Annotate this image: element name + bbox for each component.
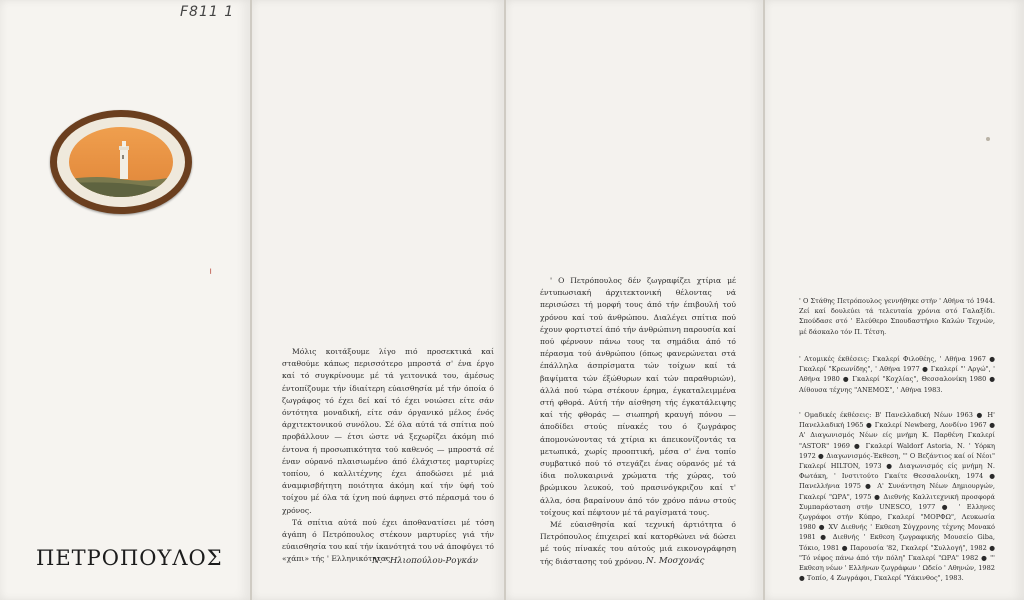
essay-iliopoulou (282, 346, 494, 566)
painting-image (69, 127, 173, 197)
cover-title: ΠΕΤΡΟΠΟΥΛΟΣ (36, 546, 223, 570)
paper-mark (986, 137, 990, 141)
group-exhibitions: ' Ομαδικές έκθέσεις: Β' Πανελλαδική Νέων 1963 ● Η' Πανελλαδική 1965 ● Γκαλερί Newberg, Λονδίνο 1967 ● Α' Διαγωνισμός Νέων είς μνήμη Κ. Παρθένη Γκαλερί "ASTOR" 1969 ● Γκαλερί Waldorf Astoria, Ν. ' Υόρκη 1972 ● Διαγωνισμός-Έκθεση, "' Ο Βεζάντιος καί οί Νέοι" Γκαλερί HILTON, 1973 ● Διαγωνισμός είς μνήμη Ν. Φωτάκη, ' Ινστιτούτο Γκαίτε Θεσσαλονίκη, 1974 ● Πανελλήνια 1975 ● Α' Συνάντηση Νέων Δημιουργών, Γκαλερί "ΩΡΑ", 1975 ● Διεθνής Καλλιτεχνική προσφορά Συμπαράσταση στήν UNESCO, 1977 ● ' Ελληνες ζωγράφοι στήν Κύπρο, Γκαλερί "ΜΟΡΦΩ", Λευκωσία 1980 ● XV Διεθνής ' Εκθεση Σύγχρονης τέχνης Μονακό 1981 ● Διεθνής ' Εκθεση ζωγραφικής Μουσείο Giba, Τόκιο, 1981 ● Παρουσία '82, Γκαλερί "Συλλογή", 1982 ● "Τό νέφος πάνω άπό τήν πόλη" Γκαλερί "ΩΡΑ" 1982 ● "' Εκθεση νέων ' Ελλήνων ζωγράφων ' Ωδείο ' Αθηνών, 1982 ● Τοπίο, 4 Ζωγράφοι, Γκαλερί "Υάκινθος", 1983. (799, 411, 995, 583)
solo-exhibitions: ' Ατομικές έκθέσεις: Γκαλερί Φιλοθέης, ' Αθήνα 1967 ● Γκαλερί "Κρεωνίδης", ' Αθήνα 1977 ● Γκαλερί "' Αργώ", ' Αθήνα 1980 ● Γκαλερί "Κοχλίας", Θεσσαλονίκη 1980 ● Αίθουσα τέχνης "ΑΝΕΜΟΣ", ' Αθήνα 1983. (799, 355, 995, 394)
signature-iliopoulou: Ν. ' Ηλιοπούλου-Ρογκάν (372, 556, 478, 566)
lighthouse-painting-icon (69, 127, 173, 197)
signature-moschonas: Ν. Μοσχονάς (646, 556, 705, 566)
text-panel-3 (506, 0, 763, 600)
artist-bio: ' Ο Στάθης Πετρόπουλος γεννήθηκε στήν ' Αθήνα τό 1944. Ζεί καί δουλεύει τά τελευταία χρόνια στό Γαλαξίδι. Σπούδασε στό ' Ελεύθερο Σπουδαστήριο Καλών Τεχνών, μέ δάσκαλο τόν Π. Τέτση. (799, 297, 995, 336)
paragraph: ' Ο Πετρόπουλος δέν ζωγραφίζει χτίρια μέ έντυπωσιακή άρχιτεκτονική θέλοντας νά περισώσει τή μορφή τους άπό τήν έπιβουλή τού χρόνου καί τού άνθρώπου. Διαλέγει σπίτια πού έχουν φορτιστεί άπό τήν άνθρώπινη παρουσία καί πού φέρνουν πάνω τους τα σημάδια άπό τό πέρασμα τού άνθρώπου (όπως φανερώνεται στά έπάλληλα άσπρίσματα τών τοίχων καί τά βαψίματα τών έξώθυρων καί τών παραθυριών), άλλά πού τώρα στέκουν έρημα, έγκαταλειμμένα στή φθορά. Αύτή τήν αίσθηση τής έγκατάλειψης καί τής φθοράς — σιωπηρή κραυγή πόνου — άποδίδει στούς πίνακές του ό ζωγράφος άπομονώνοντας τά χτίρια κι άπεικονίζοντάς τα μετωπικά, χωρίς προοπτική, μέσα σ' ένα τοπίο συμβατικό πού τό στεγάζει ένας ούρανός μέ τά ίδια πολυκαιρινά χρώματα τής χώρας, τού βρώμικου λευκού, τού πρασινόγκριζου καί τ' άλλα, όσα βαραίνουν άπό τόν χρόνο πάνω στούς τοίχους καί πέφτουν μέ τά ραγίσματά τους. (540, 276, 736, 517)
red-speck: ╵ (208, 270, 214, 280)
paragraph: Μόλις κοιτάξουμε λίγο πιό προσεκτικά καί σταθούμε κάπως περισσότερο μπροστά σ' ένα έργο καί τό συγκρίνουμε μέ τά γειτονικά του, άμέσως έντοπίζουμε τήν ίδιαίτερη εύαισθησία μέ τήν όποία ό ζωγράφος τό έχει δεί καί τό έχει νοιώσει είτε σάν όντότητα μοναδική, είτε σάν όργανικό μέλος ένός άρχιτεκτονικού συνόλου. Σέ όλα αύτά τά σπίτια πού προβάλλουν — έτσι ώστε νά ξεχωρίζει άκόμη πιό έντονα ή προσωπικότητα τού καθενός — μπροστά σέ έναν ούρανό πλαισιωμένο άπό έλάχιστες μαρτυρίες τοπίου, ό καλλιτέχνης έχει άποδώσει μέ μιά άναμφισβήτητη ποιότητα άκόμη καί τήν ύφή τού τοίχου μέ όλα τά ίχνη πού άφηνει στό πέρασμά του ό χρόνος. (282, 347, 494, 515)
bio-panel (765, 0, 1024, 600)
paragraph: Μέ εύαισθησία καί τεχνική άρτιότητα ό Πετρόπουλος έπιχειρεί καί κατορθώνει νά δώσει μέ τούς πίνακές του αύτούς μιά εικονογράφηση τής διάστασης τού χρόνου. (540, 520, 736, 566)
cover-panel (0, 0, 250, 600)
text-panel-2 (252, 0, 504, 600)
essay-moschonas (540, 275, 736, 568)
painting-mat (57, 117, 185, 207)
oval-painting-frame (50, 110, 192, 214)
catalog-number: F811 1 (180, 4, 235, 20)
paragraph: Τά σπίτια αύτά πού έχει άποθανατίσει μέ τόση άγάπη ό Πετρόπουλος στέκουν μαρτυρίες γιά τήν εύαισθησία του καί τήν ίκανότητά του νά άποφύγει τό «χάπι» τής ' Ελληνικότητας. (282, 517, 494, 564)
